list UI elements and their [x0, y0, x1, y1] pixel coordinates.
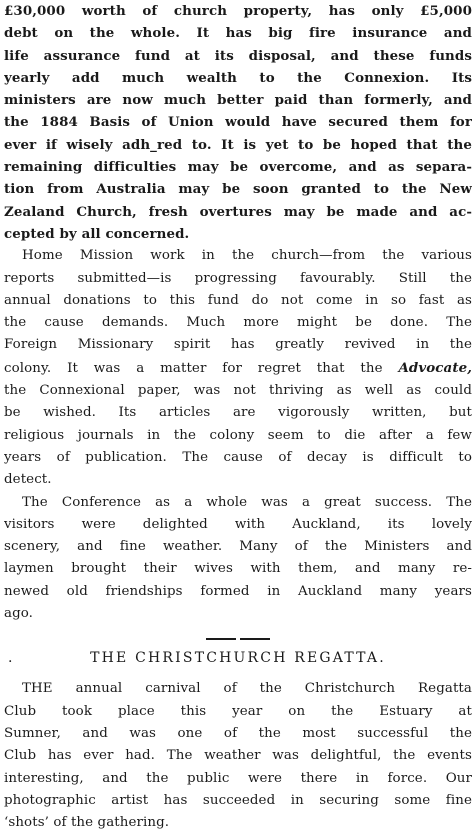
text-line: years of publication. The cause of decay is difficult to — [4, 449, 472, 465]
text-line: the Connexional paper, was not thriving as well as could — [4, 383, 472, 399]
paragraph-conference — [4, 492, 472, 626]
paragraph-church-property — [4, 0, 472, 245]
text-line: newed old friendships formed in Auckland many years — [4, 583, 472, 599]
text-line: The Conference as a whole was a great success. The — [22, 494, 472, 510]
text-line: £30,000 worth of church property, has only £5,000 — [4, 3, 472, 19]
paragraph-home-mission — [4, 245, 472, 491]
text-line: Sumner, and was one of the most successful the — [4, 725, 472, 741]
divider-rule — [240, 638, 270, 640]
text-line: Home Mission work in the church—from the various — [22, 248, 472, 264]
text-line: religious journals in the colony seem to die after a few — [4, 427, 472, 443]
paragraph-regatta — [4, 678, 472, 834]
text-line: Club took place this year on the Estuary at — [4, 703, 472, 719]
text-line: detect. — [4, 472, 52, 488]
text-line: scenery, and fine weather. Many of the Ministers and — [4, 539, 472, 555]
text-line: ever if wisely adh_red to. It is yet to be hoped that the — [4, 136, 472, 153]
document-page — [4, 0, 472, 834]
text-line: Foreign Missionary spirit has greatly revived in the — [4, 337, 472, 353]
text-line: yearly add much wealth to the Connexion. Its — [4, 69, 472, 86]
section-title-text: THE CHRISTCHURCH REGATTA. — [90, 650, 386, 667]
text-line: ‘shots’ of the gathering. — [4, 815, 170, 831]
stray-mark: . — [8, 650, 15, 667]
text-line-with-italic — [4, 357, 472, 380]
text-line: Club has ever had. The weather was delightful, the events — [4, 748, 472, 764]
text-line: laymen brought their wives with them, and many re- — [4, 561, 472, 577]
text-line: Zealand Church, fresh overtures may be made and ac- — [4, 203, 472, 220]
text-line: ago. — [4, 606, 34, 622]
text-line: the 1884 Basis of Union would have secured them for — [4, 114, 472, 131]
text-line: tion from Australia may be soon granted to the New — [4, 181, 472, 198]
text-line: annual donations to this fund do not come in so fast as — [4, 292, 472, 308]
text-line: be wished. Its articles are vigorously written, but — [4, 405, 472, 421]
advocate-title: Advocate, — [398, 359, 472, 376]
text-line: THE annual carnival of the Christchurch Regatta — [22, 681, 472, 697]
text-line: life assurance fund at its disposal, and these funds — [4, 47, 472, 64]
text-line: photographic artist has succeeded in securing some fine — [4, 792, 472, 808]
text-line: remaining difficulties may be overcome, and as separa- — [4, 159, 472, 176]
text-line: debt on the whole. It has big fire insurance and — [4, 25, 472, 42]
text-line: interesting, and the public were there in force. Our — [4, 770, 472, 786]
section-divider — [4, 638, 472, 640]
section-heading — [4, 650, 472, 666]
text-line: visitors were delighted with Auckland, its lovely — [4, 516, 472, 532]
text-line: the cause demands. Much more might be done. The — [4, 315, 472, 331]
text-line: cepted by all concerned. — [4, 225, 190, 242]
text-line: ministers are now much better paid than formerly, and — [4, 92, 472, 109]
text-segment: colony. It was a matter for regret that the — [4, 360, 383, 376]
text-line: reports submitted—is progressing favourably. Still the — [4, 270, 472, 286]
divider-rule — [206, 638, 236, 640]
